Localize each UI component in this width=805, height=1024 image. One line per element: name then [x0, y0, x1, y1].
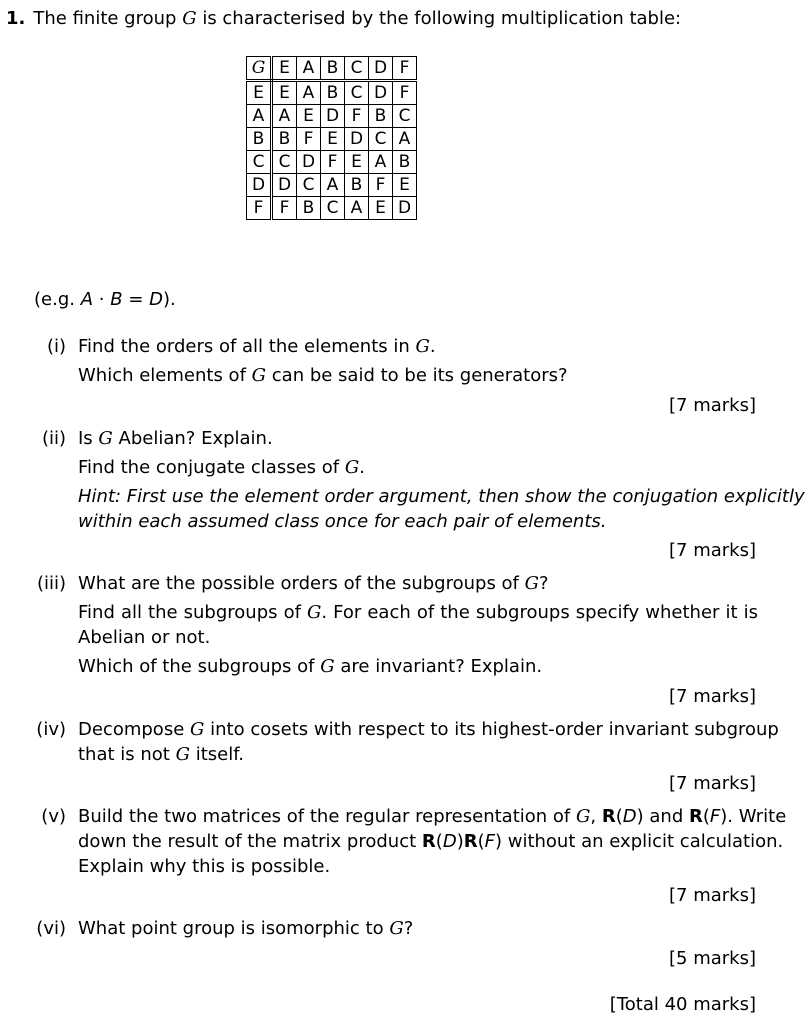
- table-cell: B: [272, 128, 297, 151]
- text: Find all the subgroups of: [78, 602, 301, 623]
- group-symbol: G: [524, 573, 540, 594]
- text: itself.: [195, 744, 244, 765]
- table-cell: C: [369, 128, 393, 151]
- group-symbol: G: [175, 744, 190, 765]
- text: without an explicit calculation.: [507, 831, 784, 852]
- table-header-cell: B: [321, 57, 345, 81]
- table-cell: A: [321, 174, 345, 197]
- table-cell: A: [369, 151, 393, 174]
- part-number: (i): [46, 336, 66, 357]
- table-row: [247, 151, 417, 174]
- example-close: ).: [163, 289, 176, 310]
- text: What point group is isomorphic to: [78, 918, 384, 939]
- table-cell: F: [393, 81, 417, 105]
- matrix-symbol: R: [421, 831, 436, 852]
- part-ii-line-1: [78, 428, 273, 449]
- table-header-cell: C: [345, 57, 369, 81]
- hint-line-1: Hint: First use the element order argument, then show the conjugation explicitly: [78, 486, 805, 507]
- table-cell: F: [345, 105, 369, 128]
- group-symbol: G: [576, 806, 591, 827]
- table-cell: E: [369, 197, 393, 220]
- text: ,: [590, 806, 597, 827]
- text: .: [359, 457, 365, 478]
- part-number: (iv): [36, 719, 66, 740]
- table-row-label: F: [247, 197, 272, 220]
- marks-label: [7 marks]: [669, 885, 756, 906]
- part-v-line-3: Explain why this is possible.: [78, 856, 331, 877]
- group-symbol: G: [389, 918, 404, 939]
- table-cell: C: [272, 151, 297, 174]
- table-cell: D: [369, 81, 393, 105]
- part-iii-line-3: Abelian or not.: [78, 627, 211, 648]
- marks-label: [5 marks]: [669, 948, 756, 969]
- table-cell: D: [297, 151, 321, 174]
- table-header-cell: D: [369, 57, 393, 81]
- marks-label: [7 marks]: [669, 773, 756, 794]
- table-cell: C: [321, 197, 345, 220]
- table-cell: A: [393, 128, 417, 151]
- table-row-label: B: [247, 128, 272, 151]
- total-marks: [Total 40 marks]: [609, 994, 756, 1015]
- table-cell: F: [297, 128, 321, 151]
- text: ?: [403, 918, 414, 939]
- group-symbol: G: [415, 336, 430, 357]
- text: and: [649, 806, 684, 827]
- part-iv-line-1: [78, 719, 779, 740]
- table-row: [247, 197, 417, 220]
- matrix-symbol: R: [463, 831, 478, 852]
- text: What are the possible orders of the subgroups of: [78, 573, 519, 594]
- table-cell: B: [297, 197, 321, 220]
- element-d: D: [442, 831, 457, 852]
- table-cell: C: [297, 174, 321, 197]
- table-row: [247, 81, 417, 105]
- matrix-symbol: R: [601, 806, 616, 827]
- part-i-line-2: [78, 365, 568, 386]
- text: Build the two matrices of the regular representation of: [78, 806, 571, 827]
- part-ii-line-2: [78, 457, 365, 478]
- table-cell: E: [321, 128, 345, 151]
- example-line: [34, 289, 176, 310]
- text: down the result of the matrix product: [78, 831, 417, 852]
- part-number: (iii): [36, 573, 66, 594]
- intro-text-post: is characterised by the following multiplication table:: [202, 8, 682, 29]
- marks-label: [7 marks]: [669, 540, 756, 561]
- part-v-line-1: Build the two matrices of the regular representation of G, R(D) and R(F). Write: [78, 806, 787, 827]
- table-cell: D: [345, 128, 369, 151]
- element-d: D: [622, 806, 637, 827]
- example-equals: =: [128, 289, 144, 310]
- table-row-label: D: [247, 174, 272, 197]
- table-cell: D: [272, 174, 297, 197]
- matrix-symbol: R: [689, 806, 703, 827]
- text: Find the conjugate classes of: [78, 457, 340, 478]
- part-iii-line-1: [78, 573, 549, 594]
- example-open: (e.g.: [34, 289, 75, 310]
- table-cell: E: [345, 151, 369, 174]
- table-cell: B: [345, 174, 369, 197]
- multiplication-table: [246, 56, 417, 220]
- text: . Write: [727, 806, 787, 827]
- table-cell: E: [272, 81, 297, 105]
- text: Find the orders of all the elements in: [78, 336, 410, 357]
- table-cell: E: [297, 105, 321, 128]
- table-cell: A: [297, 81, 321, 105]
- group-symbol: G: [306, 602, 322, 623]
- text: Is: [78, 428, 93, 449]
- text: Which of the subgroups of: [78, 656, 315, 677]
- table-cell: E: [393, 174, 417, 197]
- group-symbol: G: [190, 719, 205, 740]
- text: .: [429, 336, 436, 357]
- table-header-cell: E: [272, 57, 297, 81]
- part-v-line-2: down the result of the matrix product R(D)R(F) without an explicit calculation.: [78, 831, 784, 852]
- table-cell: C: [345, 81, 369, 105]
- table-corner: G: [247, 57, 272, 81]
- question-number: 1.: [6, 8, 26, 29]
- marks-label: [7 marks]: [669, 686, 756, 707]
- part-i-line-1: [78, 336, 436, 357]
- example-dot: ·: [98, 289, 105, 310]
- part-number: (vi): [36, 918, 66, 939]
- marks-label: [7 marks]: [669, 395, 756, 416]
- table-cell: B: [393, 151, 417, 174]
- table-cell: F: [321, 151, 345, 174]
- table-cell: F: [369, 174, 393, 197]
- table-row-label: E: [247, 81, 272, 105]
- intro-text-pre: The finite group: [33, 8, 177, 29]
- table-cell: B: [321, 81, 345, 105]
- text: Abelian? Explain.: [118, 428, 273, 449]
- group-symbol: G: [98, 428, 113, 449]
- part-iv-line-2: [78, 744, 244, 765]
- group-symbol: G: [182, 8, 197, 29]
- text: . For each of the subgroups specify whether it is: [321, 602, 758, 623]
- table-cell: D: [321, 105, 345, 128]
- example-element-b: B: [110, 289, 123, 310]
- table-row: [247, 105, 417, 128]
- group-symbol: G: [344, 457, 360, 478]
- text: Decompose: [78, 719, 185, 740]
- example-result: D: [149, 289, 164, 310]
- table-header-cell: F: [393, 57, 417, 81]
- hint-line-2: within each assumed class once for each pair of elements.: [78, 511, 607, 532]
- table-row: [247, 128, 417, 151]
- part-number: (v): [41, 806, 66, 827]
- text: into cosets with respect to its highest-order invariant subgroup: [210, 719, 779, 740]
- table-cell: C: [393, 105, 417, 128]
- element-f: F: [709, 806, 721, 827]
- group-symbol: G: [320, 656, 335, 677]
- part-iii-line-4: [78, 656, 542, 677]
- table-row: [247, 174, 417, 197]
- text: are invariant? Explain.: [340, 656, 543, 677]
- table-row-label: C: [247, 151, 272, 174]
- part-iii-line-2: [78, 602, 758, 623]
- table-row-label: A: [247, 105, 272, 128]
- group-symbol: G: [251, 365, 267, 386]
- question-heading: [6, 8, 681, 29]
- table-cell: B: [369, 105, 393, 128]
- element-f: F: [484, 831, 495, 852]
- text: that is not: [78, 744, 170, 765]
- part-number: (ii): [41, 428, 66, 449]
- example-element-a: A: [80, 289, 94, 310]
- text: can be said to be its generators?: [271, 365, 568, 386]
- part-vi-line-1: [78, 918, 413, 939]
- table-header-cell: A: [297, 57, 321, 81]
- table-cell: A: [272, 105, 297, 128]
- table-cell: F: [272, 197, 297, 220]
- text: Which elements of: [78, 365, 246, 386]
- table-header-row: [247, 57, 417, 81]
- table-cell: D: [393, 197, 417, 220]
- text: ?: [539, 573, 549, 594]
- table-cell: A: [345, 197, 369, 220]
